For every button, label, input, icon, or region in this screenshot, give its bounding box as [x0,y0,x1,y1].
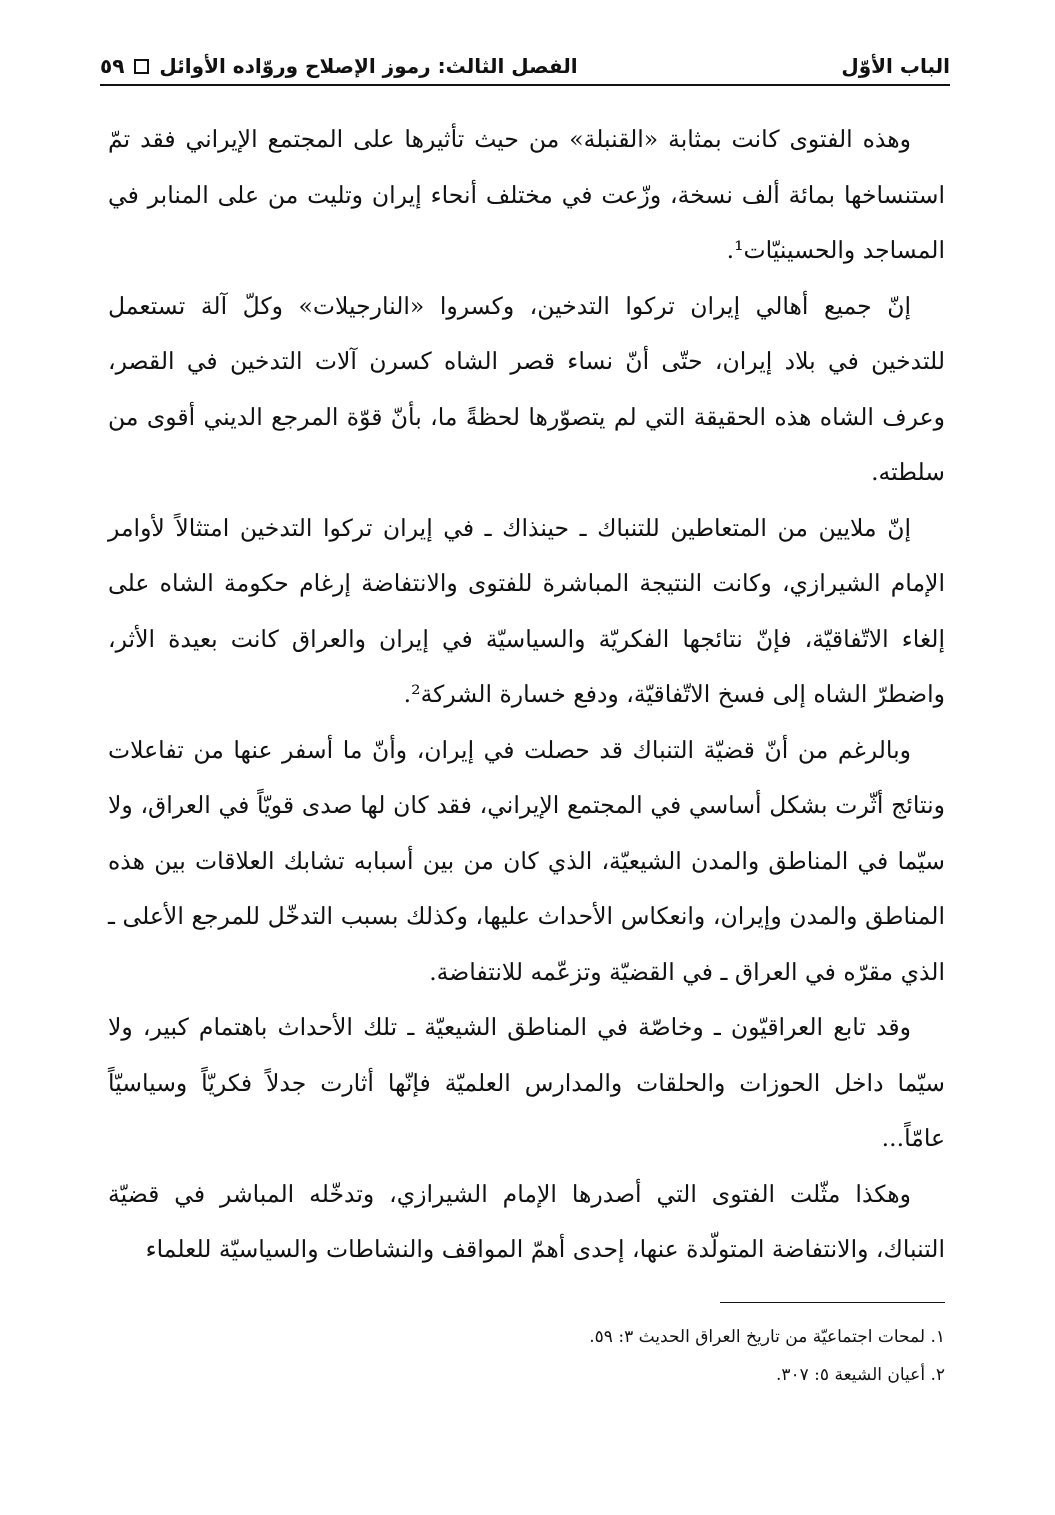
paragraph-5: وقد تابع العراقيّون ـ وخاصّة في المناطق الشيعيّة ـ تلك الأحداث باهتمام كبير، ولا سيّما داخل الحوزات والحلقات والمدارس العلميّة فإنّها أثارت جدلاً فكريّاً وسياسيّاً عامّاً... [108,1013,945,1152]
paragraph-2: إنّ جميع أهالي إيران تركوا التدخين، وكسروا «النارجيلات» وكلّ آلة تستعمل للتدخين في بلاد إيران، حتّى أنّ نساء قصر الشاه كسرن آلات التدخين في القصر، وعرف الشاه هذه الحقيقة التي لم يتصوّرها لحظةً ما، بأنّ قوّة المرجع الديني أقوى من سلطته. [108,291,945,486]
main-text [108,112,945,1278]
footnote-divider [720,1302,945,1303]
page-number: ٥٩ [100,54,125,78]
header-divider [100,84,950,86]
paragraph-4: وبالرغم من أنّ قضيّة التنباك قد حصلت في إيران، وأنّ ما أسفر عنها من تفاعلات ونتائج أثّرت بشكل أساسي في المجتمع الإيراني، فقد كان لها صدى قويّاً في العراق، ولا سيّما في المناطق والمدن الشيعيّة، الذي كان من بين أسبابه تشابك العلاقات بين هذه المناطق والمدن وإيران، وانعكاس الأحداث عليها، وكذلك بسبب التدخّل للمرجع الأعلى ـ الذي مقرّه في العراق ـ في القضيّة وتزعّمه للانتفاضة. [108,735,945,986]
footnote-2: ٢. أعيان الشيعة ٥: ٣٠٧. [775,1365,945,1385]
section-and-page [100,54,578,78]
section-title: الفصل الثالث: رموز الإصلاح وروّاده الأوائل [159,54,578,78]
running-header [100,38,950,78]
paragraph-3: إنّ ملايين من المتعاطين للتنباك ـ حينذاك ـ في إيران تركوا التدخين امتثالاً لأوامر الإمام الشيرازي، وكانت النتيجة المباشرة للفتوى والانتفاضة إرغام حكومة الشاه على إلغاء الاتّفاقيّة، فإنّ نتائجها الفكريّة والسياسيّة في إيران والعراق كانت بعيدة الأثر، واضطرّ الشاه إلى فسخ الاتّفاقيّة، ودفع خسارة الشركة². [108,513,945,708]
chapter-title: الباب الأوّل [841,54,950,78]
footnote-1: ١. لمحات اجتماعيّة من تاريخ العراق الحديث ٣: ٥٩. [589,1327,945,1347]
square-ornament-icon [134,59,149,74]
paragraph-1: وهذه الفتوى كانت بمثابة «القنبلة» من حيث تأثيرها على المجتمع الإيراني فقد تمّ استنساخها بمائة ألف نسخة، وزّعت في مختلف أنحاء إيران وتليت من على المنابر في المساجد والحسينيّات¹. [108,125,945,264]
paragraph-6: وهكذا مثّلت الفتوى التي أصدرها الإمام الشيرازي، وتدخّله المباشر في قضيّة التنباك، والانتفاضة المتولّدة عنها، إحدى أهمّ المواقف والنشاطات والسياسيّة للعلماء [108,1179,945,1263]
footnotes [300,1318,945,1394]
